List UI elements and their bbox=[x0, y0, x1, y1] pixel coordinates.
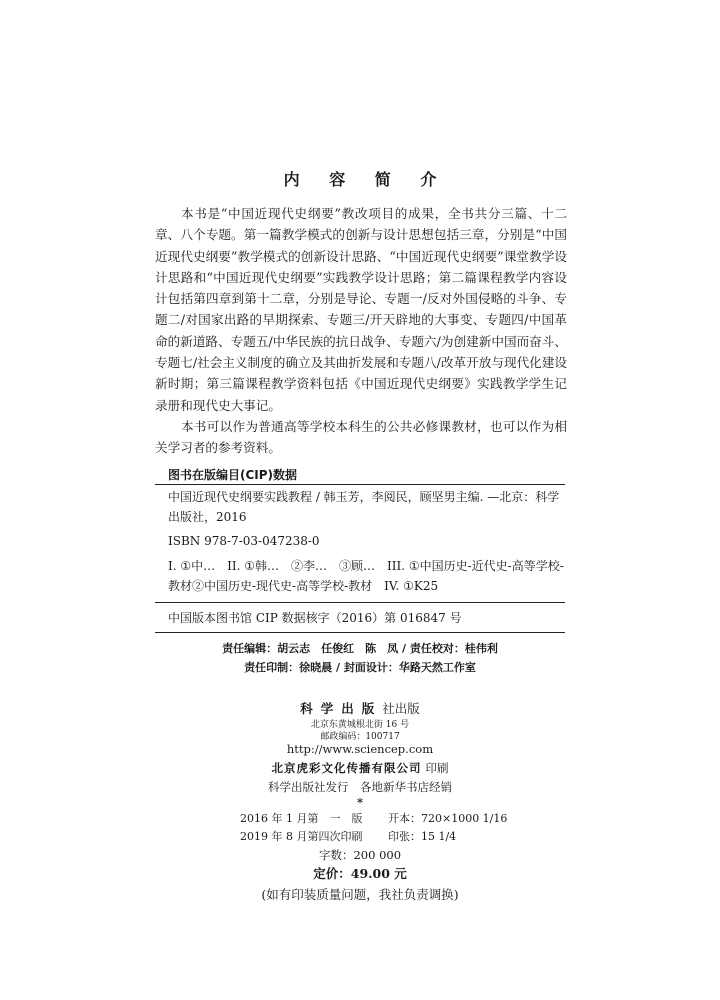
editor-credits: 责任编辑：胡云志 任俊红 陈 凤 / 责任校对：桂伟利 bbox=[222, 642, 498, 655]
publisher-postcode: 邮政编码：100717 bbox=[320, 732, 400, 742]
publisher-name: 科学出版 bbox=[300, 701, 383, 716]
publisher-line bbox=[0, 699, 720, 717]
intro-paragraph: 本书是“中国近现代史纲要”教改项目的成果，全书共分三篇、十二章、八个专题。第一篇教学模式的创新与设计思想包括三章，分别是“中国近现代史纲要”教学模式的创新设计思路、“中国近现代史纲要”课堂教学设计思路和“中国近现代史纲要”实践教学设计思路；第二篇课程教学内容设计包括第四章到第十二章，分别是导论、专题一/反对外国侵略的斗争、专题二/对国家出路的早期探索、专题三/开天辟地的大事变、专题四/中国革命的新道路、专题五/中华民族的抗日战争、专题六/为创建新中国而奋斗、专题七/社会主义制度的确立及其曲折发展和专题八/改革开放与现代化建设新时期；第三篇课程教学资料包括《中国近现代史纲要》实践教学学生记录册和现代史大事记。 bbox=[155, 206, 567, 413]
cip-heading: 图书在版编目(CIP)数据 bbox=[168, 468, 298, 482]
edition-info bbox=[240, 810, 540, 846]
price: 定价：49.00 元 bbox=[313, 866, 407, 881]
printer-name: 北京虎彩文化传播有限公司 bbox=[271, 761, 422, 775]
divider bbox=[155, 602, 565, 603]
printing-row bbox=[240, 828, 540, 846]
intro-title: 内 容 简 介 bbox=[283, 170, 449, 189]
word-count: 字数：200 000 bbox=[318, 848, 402, 862]
book-format: 开本：720×1000 1/16 bbox=[387, 812, 508, 825]
printing-info: 2019 年 8 月第四次印刷 bbox=[240, 830, 363, 843]
intro-body bbox=[155, 203, 567, 459]
separator-star: * bbox=[356, 795, 363, 809]
quality-note: (如有印装质量问题，我社负责调换) bbox=[261, 887, 459, 902]
intro-paragraph: 本书可以作为普通高等学校本科生的公共必修课教材，也可以作为相关学习者的参考资料。 bbox=[155, 418, 567, 456]
printer-line bbox=[0, 760, 720, 776]
divider bbox=[155, 484, 565, 485]
printer-suffix: 印刷 bbox=[425, 761, 449, 775]
cip-classification: I. ①中… II. ①韩… ②李… ③顾… III. ①中国历史-近代史-高等学校-教材②中国历史-现代史-高等学校-教材 IV. ①K25 bbox=[168, 559, 564, 593]
publisher-suffix: 社出版 bbox=[382, 701, 420, 716]
publisher-url: http://www.sciencep.com bbox=[286, 742, 434, 756]
cip-isbn: ISBN 978-7-03-047238-0 bbox=[168, 534, 320, 548]
production-credits: 责任印制：徐晓晨 / 封面设计：华路天然工作室 bbox=[244, 661, 476, 674]
edition-row bbox=[240, 810, 540, 828]
first-edition: 2016 年 1 月第 一 版 bbox=[240, 812, 363, 825]
publisher-address: 北京东黄城根北街 16 号 bbox=[310, 720, 410, 730]
cip-title-line: 中国近现代史纲要实践教程 / 韩玉芳，李阅民，顾坚男主编. —北京：科学出版社，2016 bbox=[168, 490, 560, 524]
divider bbox=[155, 632, 565, 633]
printed-sheets: 印张：15 1/4 bbox=[387, 830, 457, 843]
cip-number: 中国版本图书馆 CIP 数据核字（2016）第 016847 号 bbox=[168, 611, 462, 625]
distribution-line: 科学出版社发行 各地新华书店经销 bbox=[268, 780, 452, 794]
